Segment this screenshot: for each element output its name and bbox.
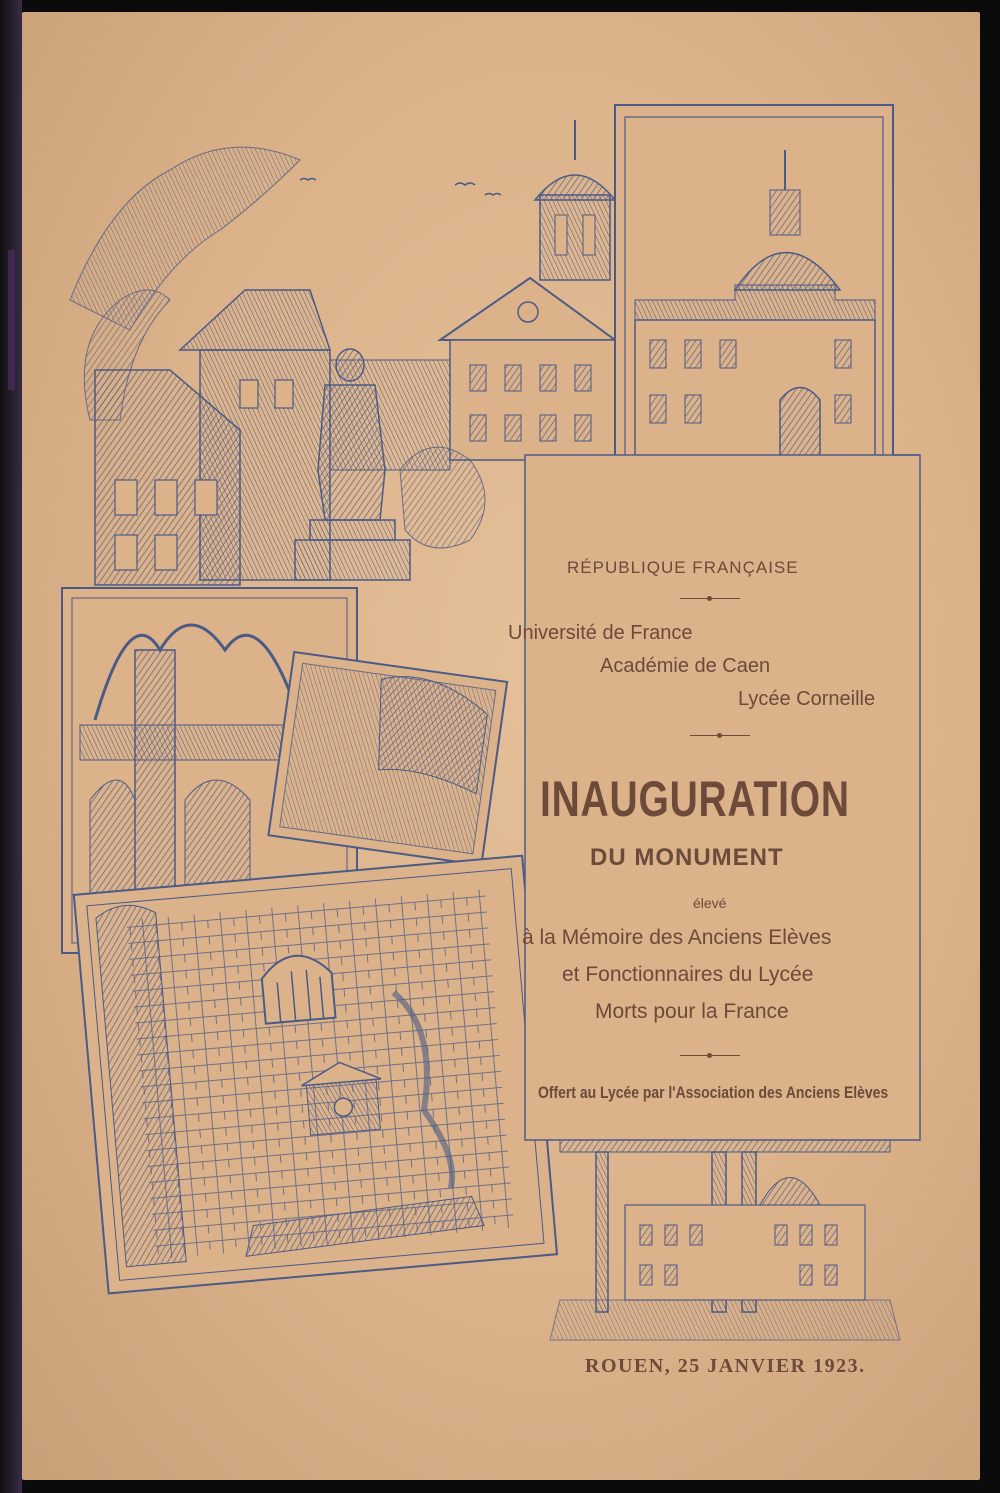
- colonnade-courtyard-icon: [550, 1140, 900, 1340]
- ornament-divider-3: [680, 1051, 740, 1061]
- ornament-divider-2: [690, 731, 750, 741]
- eleve-word: élevé: [693, 895, 727, 911]
- ornament-divider-1: [680, 594, 740, 604]
- framed-engraving-old-wall: [74, 856, 557, 1294]
- header-republique: RÉPUBLIQUE FRANÇAISE: [567, 558, 799, 577]
- dedication-line-3: Morts pour la France: [595, 1000, 789, 1023]
- offered-by-line: Offert au Lycée par l'Association des Anciens Elèves: [538, 1083, 889, 1102]
- birds-icon: [300, 179, 501, 196]
- dedication-line-2: et Fonctionnaires du Lycée: [562, 963, 814, 986]
- main-title: INAUGURATION: [540, 771, 850, 827]
- institution-academie: Académie de Caen: [600, 655, 771, 677]
- place-and-date: ROUEN, 25 JANVIER 1923.: [585, 1355, 866, 1377]
- institution-lycee: Lycée Corneille: [738, 688, 876, 710]
- institution-universite: Université de France: [508, 622, 693, 644]
- framed-engraving-courtyard: [268, 652, 507, 865]
- subtitle: DU MONUMENT: [590, 844, 784, 871]
- dedication-line-1: à la Mémoire des Anciens Elèves: [522, 926, 832, 949]
